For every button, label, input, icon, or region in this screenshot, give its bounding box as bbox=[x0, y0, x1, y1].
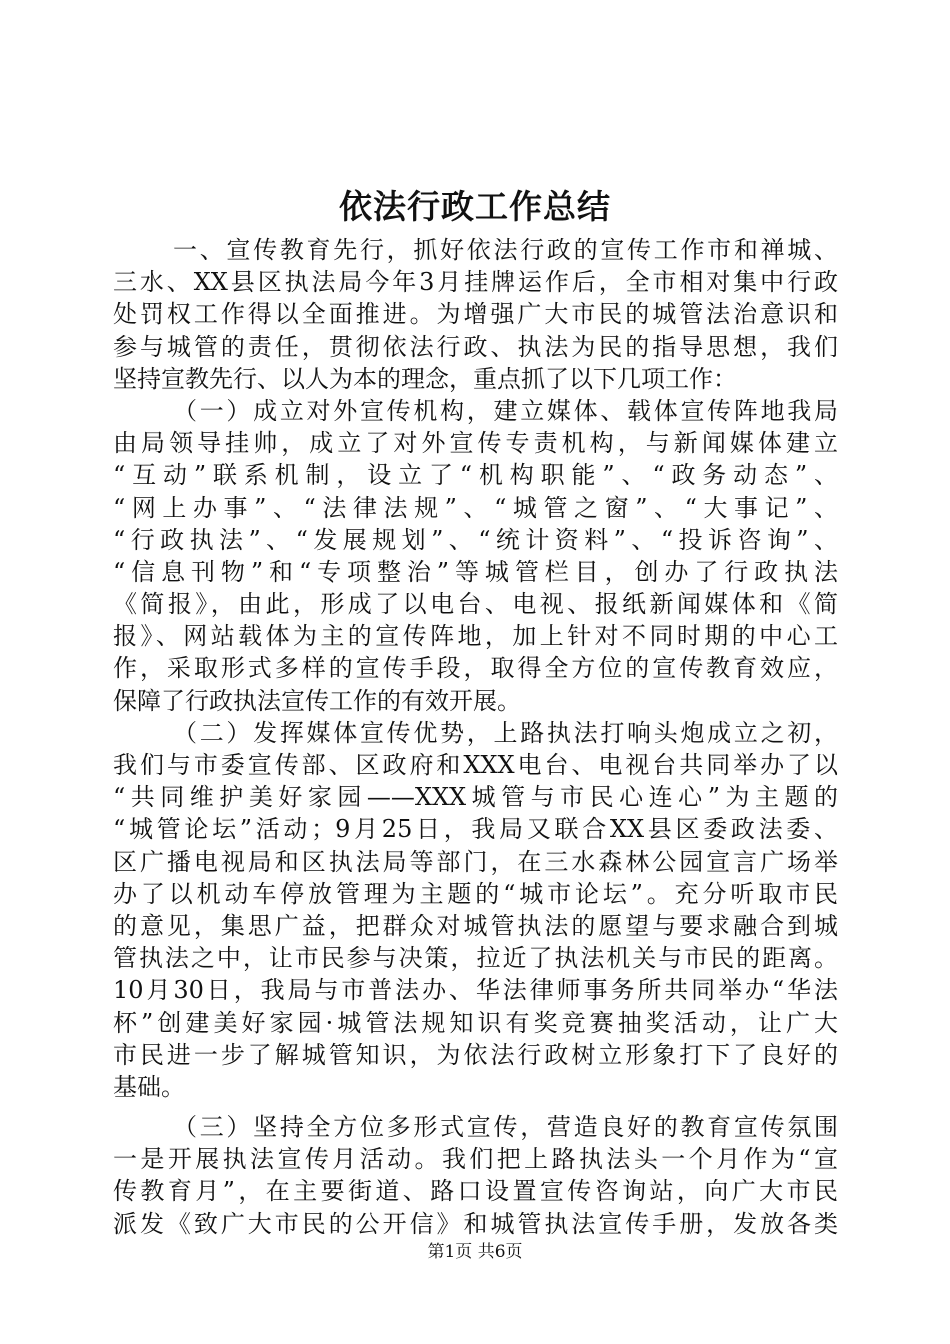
text-line: 一、宣传教育先行，抓好依法行政的宣传工作市和禅城、 bbox=[173, 236, 838, 264]
text-line: 10月30日，我局与市普法办、华法律师事务所共同举办“华法 bbox=[113, 976, 838, 1005]
text-line: “信息刊物”和“专项整治”等城管栏目，创办了行政执法 bbox=[113, 557, 838, 586]
text-line: “城管论坛”活动；9月25日，我局又联合XX县区委政法委、 bbox=[113, 815, 838, 844]
text-line: 作，采取形式多样的宣传手段，取得全方位的宣传教育效应， bbox=[113, 654, 838, 683]
page-footer: 第1页 共6页 bbox=[427, 1242, 523, 1262]
text-line: 参与城管的责任，贯彻依法行政、执法为民的指导思想，我们 bbox=[113, 332, 838, 361]
text-line: 《简报》，由此，形成了以电台、电视、报纸新闻媒体和《简 bbox=[113, 590, 838, 619]
text-line: “行政执法”、“发展规划”、“统计资料”、“投诉咨询”、 bbox=[113, 525, 838, 554]
text-line: 处罚权工作得以全面推进。为增强广大市民的城管法治意识和 bbox=[113, 300, 838, 329]
text-line: 基础。 bbox=[113, 1072, 185, 1101]
text-line: 办了以机动车停放管理为主题的“城市论坛”。充分听取市民 bbox=[113, 879, 838, 908]
text-line: 市民进一步了解城管知识，为依法行政树立形象打下了良好的 bbox=[113, 1040, 838, 1069]
text-line: 由局领导挂帅，成立了对外宣传专责机构，与新闻媒体建立 bbox=[113, 429, 838, 458]
document-body bbox=[113, 234, 838, 1240]
paragraph-gap bbox=[113, 1103, 838, 1111]
text-line: 的意见，集思广益，把群众对城管执法的愿望与要求融合到城 bbox=[113, 911, 838, 940]
text-line: 我们与市委宣传部、区政府和XXX电台、电视台共同举办了以 bbox=[113, 751, 838, 779]
text-line: （三）坚持全方位多形式宣传，营造良好的教育宣传氛围 bbox=[173, 1113, 838, 1142]
text-line: 报》、网站载体为主的宣传阵地，加上针对不同时期的中心工 bbox=[113, 622, 838, 651]
text-line: “网上办事”、“法律法规”、“城管之窗”、“大事记”、 bbox=[113, 493, 838, 522]
text-line: 传教育月”，在主要街道、路口设置宣传咨询站，向广大市民 bbox=[113, 1177, 838, 1206]
text-line: 三水、XX县区执法局今年3月挂牌运作后，全市相对集中行政 bbox=[113, 268, 838, 297]
text-line: 管执法之中，让市民参与决策，拉近了执法机关与市民的距离。 bbox=[113, 944, 838, 973]
text-line: “互动”联系机制，设立了“机构职能”、“政务动态”、 bbox=[113, 461, 838, 490]
text-line: （一）成立对外宣传机构，建立媒体、载体宣传阵地我局 bbox=[173, 396, 838, 425]
text-line: （二）发挥媒体宣传优势，上路执法打响头炮成立之初， bbox=[173, 718, 838, 747]
document-title: 依法行政工作总结 bbox=[339, 187, 611, 226]
text-line: 区广播电视局和区执法局等部门，在三水森林公园宣言广场举 bbox=[113, 847, 838, 876]
text-line: “共同维护美好家园——XXX城管与市民心连心”为主题的 bbox=[113, 783, 838, 812]
text-line: 派发《致广大市民的公开信》和城管执法宣传手册，发放各类 bbox=[113, 1209, 838, 1238]
text-line: 一是开展执法宣传月活动。我们把上路执法头一个月作为“宣 bbox=[113, 1145, 838, 1174]
text-line: 保障了行政执法宣传工作的有效开展。 bbox=[113, 686, 521, 715]
text-line: 杯”创建美好家园·城管法规知识有奖竞赛抽奖活动，让广大 bbox=[113, 1008, 838, 1037]
text-line: 坚持宣教先行、以人为本的理念，重点抓了以下几项工作： bbox=[113, 364, 737, 393]
